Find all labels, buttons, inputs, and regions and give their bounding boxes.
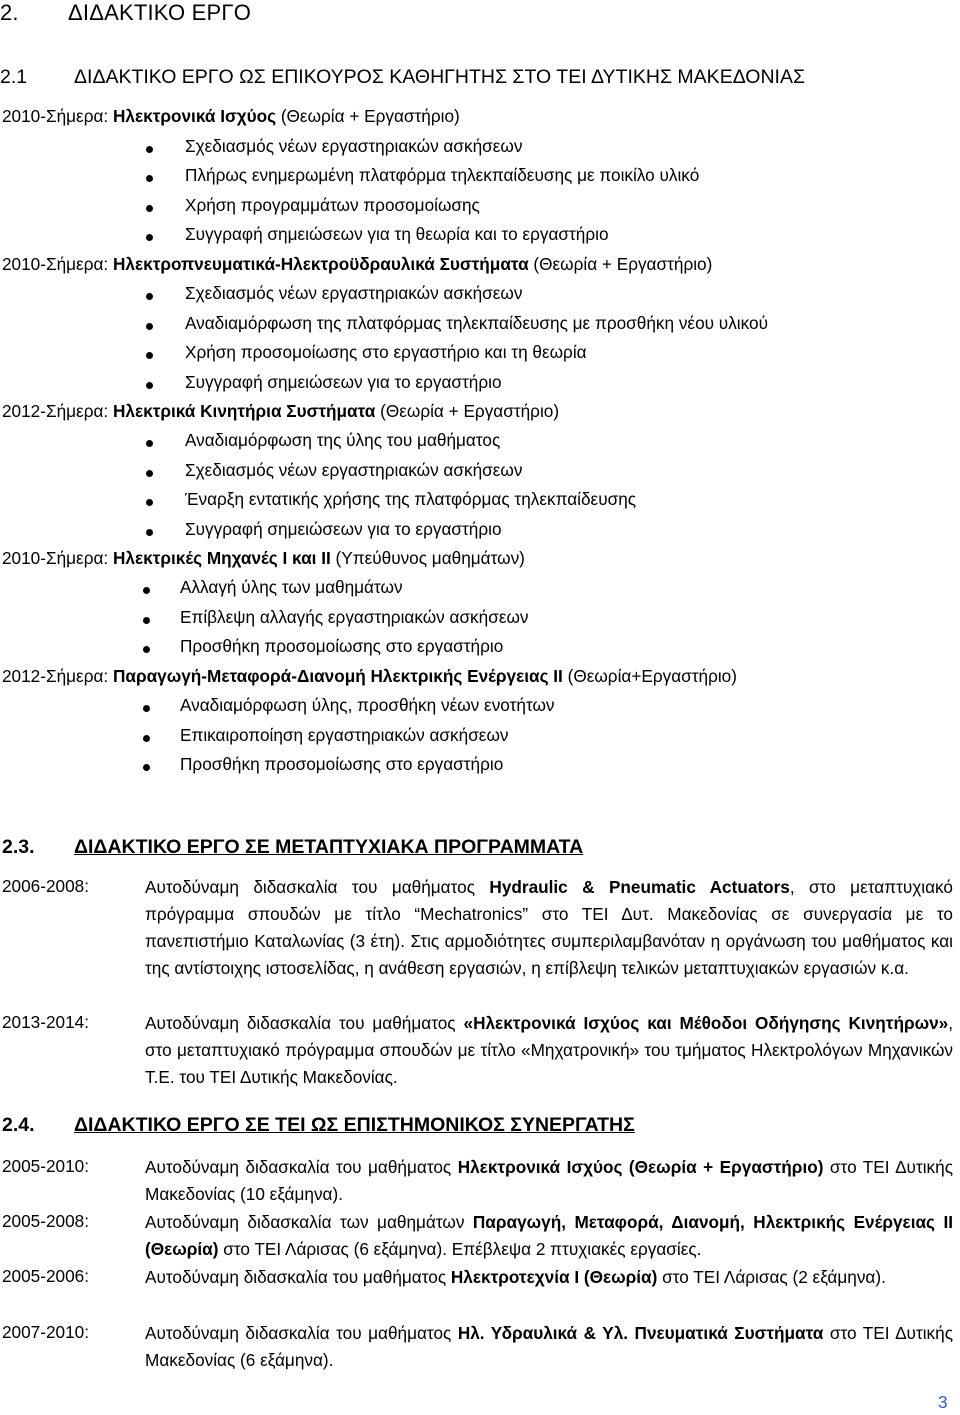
- list-item: Σχεδιασμός νέων εργαστηριακών ασκήσεων: [185, 460, 523, 480]
- section-2-title: ΔΙΔΑΚΤΙΚΟ ΕΡΓΟ: [68, 0, 252, 25]
- course-type: (Θεωρία + Εργαστήριο): [276, 106, 460, 126]
- bullet-icon: [146, 352, 153, 359]
- section-2-4-title: ΔΙΔΑΚΤΙΚΟ ΕΡΓΟ ΣΕ ΤΕΙ ΩΣ ΕΠΙΣΤΗΜΟΝΙΚΟΣ ΣΥΝΕΡΓΑΤΗΣ: [74, 1114, 635, 1136]
- bullet-icon: [146, 470, 153, 477]
- entry-text: Αυτοδύναμη διδασκαλία του μαθήματος «Ηλεκτρονικά Ισχύος και Μέθοδοι Οδήγησης Κινητήρων», στο μεταπτυχιακό πρόγραμμα σπουδών με τίτλο «Μηχατρονική» του τμήματος Ηλεκτρολόγων Μηχανικών Τ.Ε. του ΤΕΙ Δυτικής Μακεδονίας.: [145, 1013, 953, 1087]
- section-2-4-number: 2.4.: [2, 1114, 35, 1136]
- bullet-icon: [143, 735, 150, 742]
- course-name: Ηλεκτρονικά Ισχύος: [112, 106, 277, 126]
- list-item: Προσθήκη προσομοίωσης στο εργαστήριο: [180, 636, 504, 656]
- course-heading: [2, 548, 525, 569]
- bullet-icon: [143, 764, 150, 771]
- bullet-icon: [146, 234, 153, 241]
- bullet-icon: [146, 205, 153, 212]
- list-item: Σχεδιασμός νέων εργαστηριακών ασκήσεων: [185, 283, 523, 303]
- entry-period: 2007-2010:: [2, 1322, 89, 1342]
- course-heading: [2, 666, 737, 687]
- section-2-4-heading: [2, 1114, 635, 1137]
- bullet-icon: [146, 440, 153, 447]
- course-period: 2010-Σήμερα:: [2, 254, 113, 274]
- list-item: Χρήση προγραμμάτων προσομοίωσης: [185, 195, 480, 215]
- list-item: Προσθήκη προσομοίωσης στο εργαστήριο: [180, 754, 504, 774]
- list-item: Αναδιαμόρφωση της πλατφόρμας τηλεκπαίδευσης με προσθήκη νέου υλικού: [185, 313, 768, 333]
- bullet-icon: [143, 705, 150, 712]
- list-item: Έναρξη εντατικής χρήσης της πλατφόρμας τηλεκπαίδευσης: [185, 489, 637, 509]
- list-item: Επικαιροποίηση εργαστηριακών ασκήσεων: [180, 725, 509, 745]
- entry-period: 2006-2008:: [2, 876, 89, 896]
- bullet-icon: [146, 146, 153, 153]
- course-period: 2010-Σήμερα:: [2, 106, 113, 126]
- bullet-icon: [143, 617, 150, 624]
- entry-text: Αυτοδύναμη διδασκαλία του μαθήματος Ηλεκτρονικά Ισχύος (Θεωρία + Εργαστήριο) στο ΤΕΙ Δυτικής Μακεδονίας (10 εξάμηνα).: [145, 1157, 953, 1204]
- list-item: Συγγραφή σημειώσεων για το εργαστήριο: [185, 372, 502, 392]
- course-type: (Θεωρία + Εργαστήριο): [375, 401, 560, 421]
- list-item: Επίβλεψη αλλαγής εργαστηριακών ασκήσεων: [180, 607, 529, 627]
- entry-text: Αυτοδύναμη διδασκαλία του μαθήματος Ηλ. Υδραυλικά & Υλ. Πνευματικά Συστήματα στο ΤΕΙ Δυτικής Μακεδονίας (6 εξάμηνα).: [145, 1323, 953, 1370]
- list-item: Αναδιαμόρφωση της ύλης του μαθήματος: [185, 430, 501, 450]
- course-name: Παραγωγή-Μεταφορά-Διανομή Ηλεκτρικής Ενέργειας ΙΙ: [112, 666, 563, 686]
- bullet-icon: [146, 499, 153, 506]
- course-name: Ηλεκτρικά Κινητήρια Συστήματα: [112, 401, 376, 421]
- course-heading: [2, 254, 712, 275]
- entry-text: Αυτοδύναμη διδασκαλία του μαθήματος Hydraulic & Pneumatic Actuators, στο μεταπτυχιακό πρόγραμμα σπουδών με τίτλο “Mechatronics” στο ΤΕΙ Δυτ. Μακεδονίας σε συνεργασία με το πανεπιστήμιο Καταλωνίας (3 έτη). Στις αρμοδιότητες συμπεριλαμβανόταν η οργάνωση του μαθήματος και της αντίστοιχης ιστοσελίδας, η ανάθεση εργασιών, η επίβλεψη τελικών μεταπτυχιακών εργασιών κ.α.: [145, 877, 953, 978]
- course-name: Ηλεκτροπνευματικά-Ηλεκτροϋδραυλικά Συστήματα: [112, 254, 529, 274]
- list-item: Αναδιαμόρφωση ύλης, προσθήκη νέων ενοτήτων: [180, 695, 555, 715]
- course-heading: [2, 401, 559, 422]
- course-name: Ηλεκτρικές Μηχανές Ι και ΙΙ: [112, 548, 331, 568]
- section-2-3-number: 2.3.: [2, 836, 35, 858]
- course-period: 2010-Σήμερα:: [2, 548, 113, 568]
- list-item: Πλήρως ενημερωμένη πλατφόρμα τηλεκπαίδευσης με ποικίλο υλικό: [185, 165, 700, 185]
- course-heading: [2, 106, 460, 127]
- list-item: Σχεδιασμός νέων εργαστηριακών ασκήσεων: [185, 136, 523, 156]
- bullet-icon: [146, 323, 153, 330]
- bullet-icon: [146, 529, 153, 536]
- bullet-icon: [143, 646, 150, 653]
- course-period: 2012-Σήμερα:: [2, 401, 113, 421]
- section-2-1-number: 2.1: [0, 66, 28, 88]
- entry-text: Αυτοδύναμη διδασκαλία του μαθήματος Ηλεκτροτεχνία Ι (Θεωρία) στο ΤΕΙ Λάρισας (2 εξάμηνα).: [145, 1267, 886, 1287]
- section-2-1-heading: [0, 66, 806, 89]
- bullet-icon: [146, 175, 153, 182]
- section-2-3-heading: [2, 836, 584, 859]
- entry-text: Αυτοδύναμη διδασκαλία των μαθημάτων Παραγωγή, Μεταφορά, Διανομή, Ηλεκτρικής Ενέργειας ΙΙ (Θεωρία) στο ΤΕΙ Λάρισας (6 εξάμηνα). Επέβλεψα 2 πτυχιακές εργασίες.: [145, 1212, 953, 1259]
- list-item: Χρήση προσομοίωσης στο εργαστήριο και τη θεωρία: [185, 342, 587, 362]
- section-2-number: 2.: [0, 0, 19, 25]
- entry-period: 2005-2010:: [2, 1156, 89, 1176]
- course-type: (Θεωρία + Εργαστήριο): [528, 254, 713, 274]
- bullet-icon: [146, 293, 153, 300]
- section-2-heading: [0, 0, 252, 26]
- entry-period: 2005-2006:: [2, 1266, 89, 1286]
- course-type: (Θεωρία+Εργαστήριο): [562, 666, 737, 686]
- bullet-icon: [143, 587, 150, 594]
- list-item: Αλλαγή ύλης των μαθημάτων: [180, 577, 403, 597]
- section-2-1-title: ΔΙΔΑΚΤΙΚΟ ΕΡΓΟ ΩΣ ΕΠΙΚΟΥΡΟΣ ΚΑΘΗΓΗΤΗΣ ΣΤΟ ΤΕΙ ΔΥΤΙΚΗΣ ΜΑΚΕΔΟΝΙΑΣ: [74, 66, 806, 88]
- section-2-3-title: ΔΙΔΑΚΤΙΚΟ ΕΡΓΟ ΣΕ ΜΕΤΑΠΤΥΧΙΑΚΑ ΠΡΟΓΡΑΜΜΑΤΑ: [74, 836, 584, 858]
- course-period: 2012-Σήμερα:: [2, 666, 113, 686]
- course-type: (Υπεύθυνος μαθημάτων): [330, 548, 525, 568]
- bullet-icon: [146, 382, 153, 389]
- page-number: 3: [938, 1392, 948, 1412]
- entry-period: 2005-2008:: [2, 1211, 89, 1231]
- list-item: Συγγραφή σημειώσεων για το εργαστήριο: [185, 519, 502, 539]
- list-item: Συγγραφή σημειώσεων για τη θεωρία και το εργαστήριο: [185, 224, 609, 244]
- entry-period: 2013-2014:: [2, 1012, 89, 1032]
